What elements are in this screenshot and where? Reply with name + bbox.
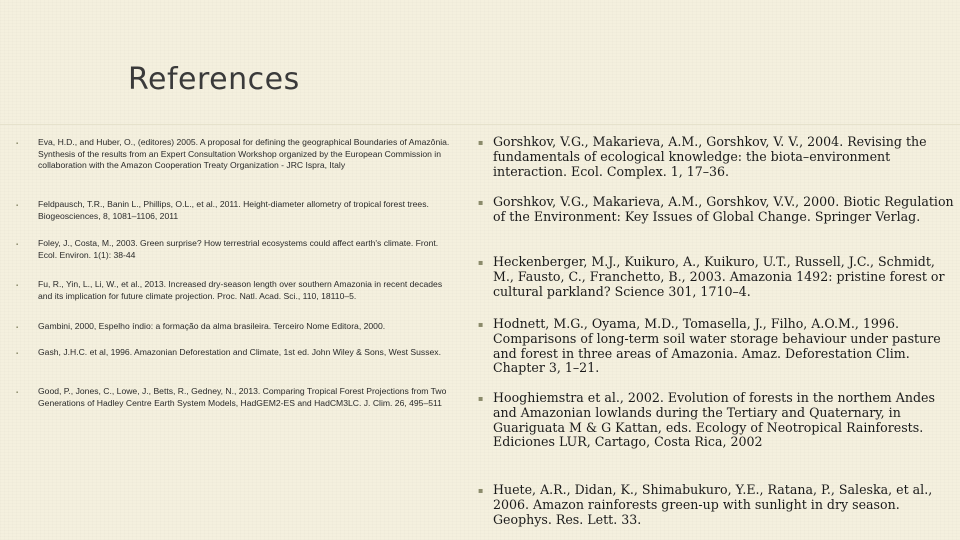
slide-title: References xyxy=(128,62,300,97)
bullet-icon: ▪ xyxy=(16,203,19,209)
reference-text: Gorshkov, V.G., Makarieva, A.M., Gorshkov, V.V., 2000. Biotic Regulation of the Environment: Key Issues of Global Change. Springer Verlag. xyxy=(493,194,954,224)
bullet-icon: ▪ xyxy=(478,258,484,267)
reference-text: Gorshkov, V.G., Makarieva, A.M., Gorshkov, V. V., 2004. Revising the fundamentals of ecological knowledge: the biota–environment interaction. Ecol. Complex. 1, 17–36. xyxy=(493,134,927,179)
reference-text: Hooghiemstra et al., 2002. Evolution of forests in the northem Andes and Amazonian lowlands during the Tertiary and Quaternary, in Guariguata M & G Kattan, eds. Ecology of Neotropical Rainforests. Ediciones LUR, Cartago, Costa Rica, 2002 xyxy=(493,390,935,450)
reference-item xyxy=(476,195,956,255)
bullet-icon: ▪ xyxy=(16,283,19,289)
bullet-icon: ▪ xyxy=(16,325,19,331)
bullet-icon: ▪ xyxy=(478,320,484,329)
reference-text: Foley, J., Costa, M., 2003. Green surprise? How terrestrial ecosystems could affect earth's climate. Front. Ecol. Environ. 1(1): 38-44 xyxy=(38,238,439,260)
reference-text: Feldpausch, T.R., Banin L., Phillips, O.L., et al., 2011. Height-diameter allometry of tropical forest trees. Biogeosciences, 8, 1081–1106, 2011 xyxy=(38,199,429,221)
reference-text: Eva, H.D., and Huber, O., (editores) 2005. A proposal for defining the geographical Boundaries of Amazônia. Synthesis of the results from an Expert Consultation Workshop organized by the European Commission in collaboration with the Amazon Cooperation Treaty Organization - JRC Ispra, Italy xyxy=(38,137,450,170)
bullet-icon: ▪ xyxy=(16,141,19,147)
bullet-icon: ▪ xyxy=(478,138,484,147)
reference-item xyxy=(476,135,956,195)
reference-item xyxy=(14,347,456,384)
reference-text: Heckenberger, M.J., Kuikuro, A., Kuikuro, U.T., Russell, J.C., Schmidt, M., Fausto, C., Franchetto, B., 2003. Amazonia 1492: pristine forest or cultural parkland? Science 301, 1710–4. xyxy=(493,254,945,299)
bullet-icon: ▪ xyxy=(16,242,19,248)
reference-item xyxy=(476,483,956,527)
reference-item xyxy=(476,391,956,483)
left-reference-list xyxy=(14,137,456,409)
reference-item xyxy=(14,386,456,409)
right-reference-list xyxy=(476,135,956,527)
reference-item xyxy=(14,238,456,274)
reference-text: Gambini, 2000, Espelho índio: a formação da alma brasileira. Terceiro Nome Editora, 2000. xyxy=(38,321,386,331)
reference-text: Good, P., Jones, C., Lowe, J., Betts, R., Gedney, N., 2013. Comparing Tropical Forest Projections from Two Generations of Hadley Centre Earth System Models, HadGEM2-ES and HadCM3LC. J. Clim. 26, 495–511 xyxy=(38,386,447,408)
reference-item xyxy=(476,317,956,391)
reference-text: Gash, J.H.C. et al, 1996. Amazonian Deforestation and Climate, 1st ed. John Wiley & Sons, West Sussex. xyxy=(38,347,441,357)
bullet-icon: ▪ xyxy=(478,486,484,495)
reference-text: Fu, R., Yin, L., Li, W., et al., 2013. Increased dry-season length over southern Amazonia in recent decades and its implication for future climate projection. Proc. Natl. Acad. Sci., 110, 18110–5. xyxy=(38,279,443,301)
bullet-icon: ▪ xyxy=(16,351,19,357)
title-divider xyxy=(0,124,960,125)
reference-text: Hodnett, M.G., Oyama, M.D., Tomasella, J., Filho, A.O.M., 1996. Comparisons of long-term soil water storage behaviour under pasture and forest in three areas of Amazonia. Amaz. Deforestation Clim. Chapter 3, 1–21. xyxy=(493,316,941,376)
reference-text: Huete, A.R., Didan, K., Shimabukuro, Y.E., Ratana, P., Saleska, et al., 2006. Amazon rainforests green-up with sunlight in dry season. Geophys. Res. Lett. 33. xyxy=(493,482,933,527)
bullet-icon: ▪ xyxy=(16,390,19,396)
reference-item xyxy=(14,321,456,343)
reference-item xyxy=(14,279,456,317)
bullet-icon: ▪ xyxy=(478,198,484,207)
reference-item xyxy=(14,137,456,195)
reference-item xyxy=(14,199,456,238)
reference-item xyxy=(476,255,956,317)
bullet-icon: ▪ xyxy=(478,394,484,403)
